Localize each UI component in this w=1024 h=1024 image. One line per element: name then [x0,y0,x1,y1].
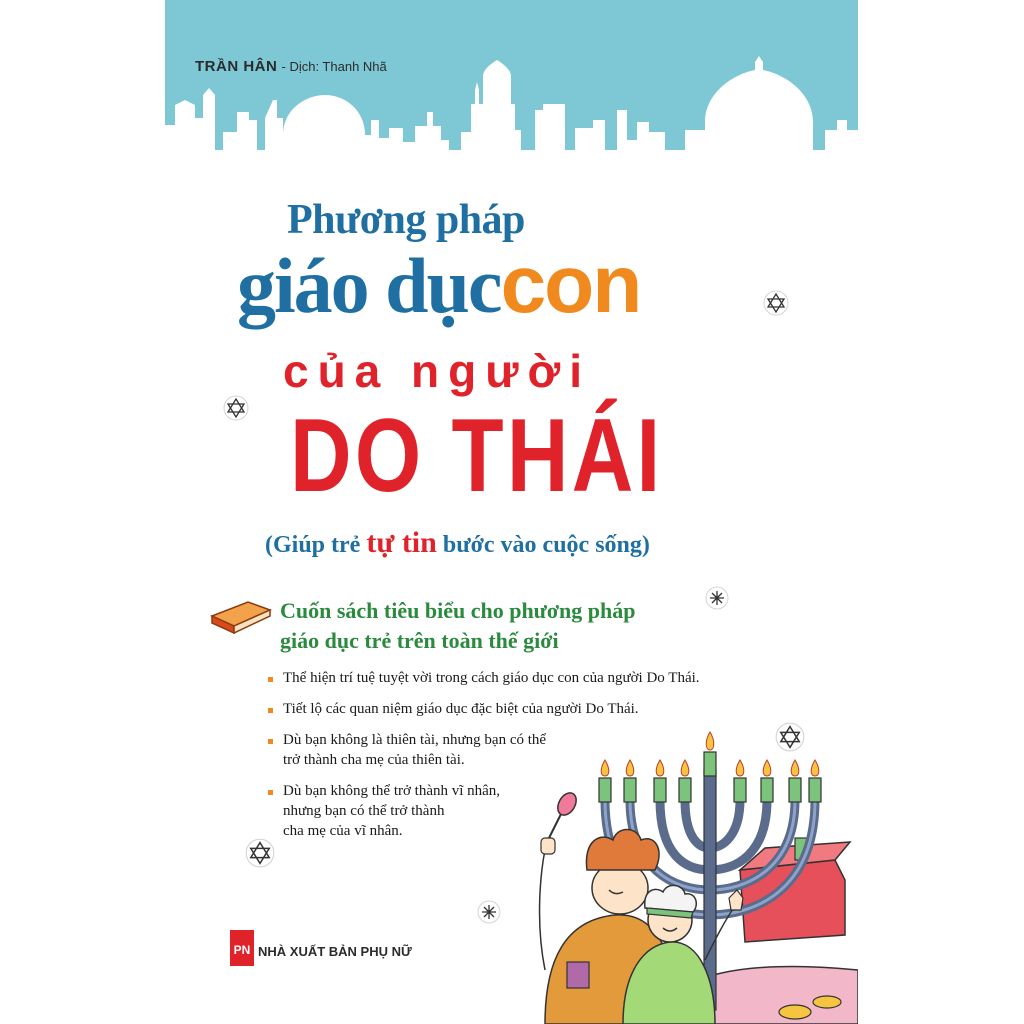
bullet-item [268,668,700,688]
subtitle-part-1: (Giúp trẻ [265,532,361,558]
subtitle-part-2: bước vào cuộc sống) [442,532,650,558]
lead-text [280,596,636,656]
title-line-4: DO THÁI [290,398,664,514]
lead-line-1: Cuốn sách tiêu biểu cho phương pháp [280,598,636,623]
translator-name: - Dịch: Thanh Nhã [281,59,387,74]
bullet-text: Dù bạn không là thiên tài, nhưng bạn có thể trở thành cha mẹ của thiên tài. [283,732,547,768]
bullet-marker [268,739,273,744]
subtitle [265,526,650,560]
star-of-david-icon [763,290,789,316]
bullet-text: Dù bạn không thể trở thành vĩ nhân, nhưng bạn có thể trở thành cha mẹ của vĩ nhân. [283,783,501,839]
publisher-logo-text: PN [233,943,251,957]
subtitle-emphasis: tự tin [366,526,437,559]
author-name: TRẦN HÂN [195,58,278,75]
star-of-david-icon [245,838,275,868]
title-word-con: con [500,239,641,330]
title-line-3: của người [283,345,592,397]
publisher-name: NHÀ XUẤT BẢN PHỤ NỮ [258,944,412,959]
title-line-2 [237,239,641,330]
sparkle-icon [705,586,729,610]
star-of-david-icon [223,395,249,421]
skyline-silhouette [165,0,858,170]
menorah-illustration [505,720,858,1024]
bullet-marker [268,790,273,795]
book-icon [208,594,272,634]
publisher-logo [230,930,254,966]
lead-line-2: giáo dục trẻ trên toàn thế giới [280,628,559,653]
bullet-text: Tiết lộ các quan niệm giáo dục đặc biệt của người Do Thái. [283,701,639,717]
title-line-2-text: giáo dục [237,242,501,329]
bullet-text: Thể hiện trí tuệ tuyệt vời trong cách giáo dục con của người Do Thái. [283,670,700,686]
title-line-1: Phương pháp [287,197,525,243]
author-line [195,58,387,75]
bullet-item [268,699,700,719]
bullet-marker [268,708,273,713]
book-cover [165,0,858,1024]
sparkle-icon [477,900,501,924]
bullet-marker [268,677,273,682]
